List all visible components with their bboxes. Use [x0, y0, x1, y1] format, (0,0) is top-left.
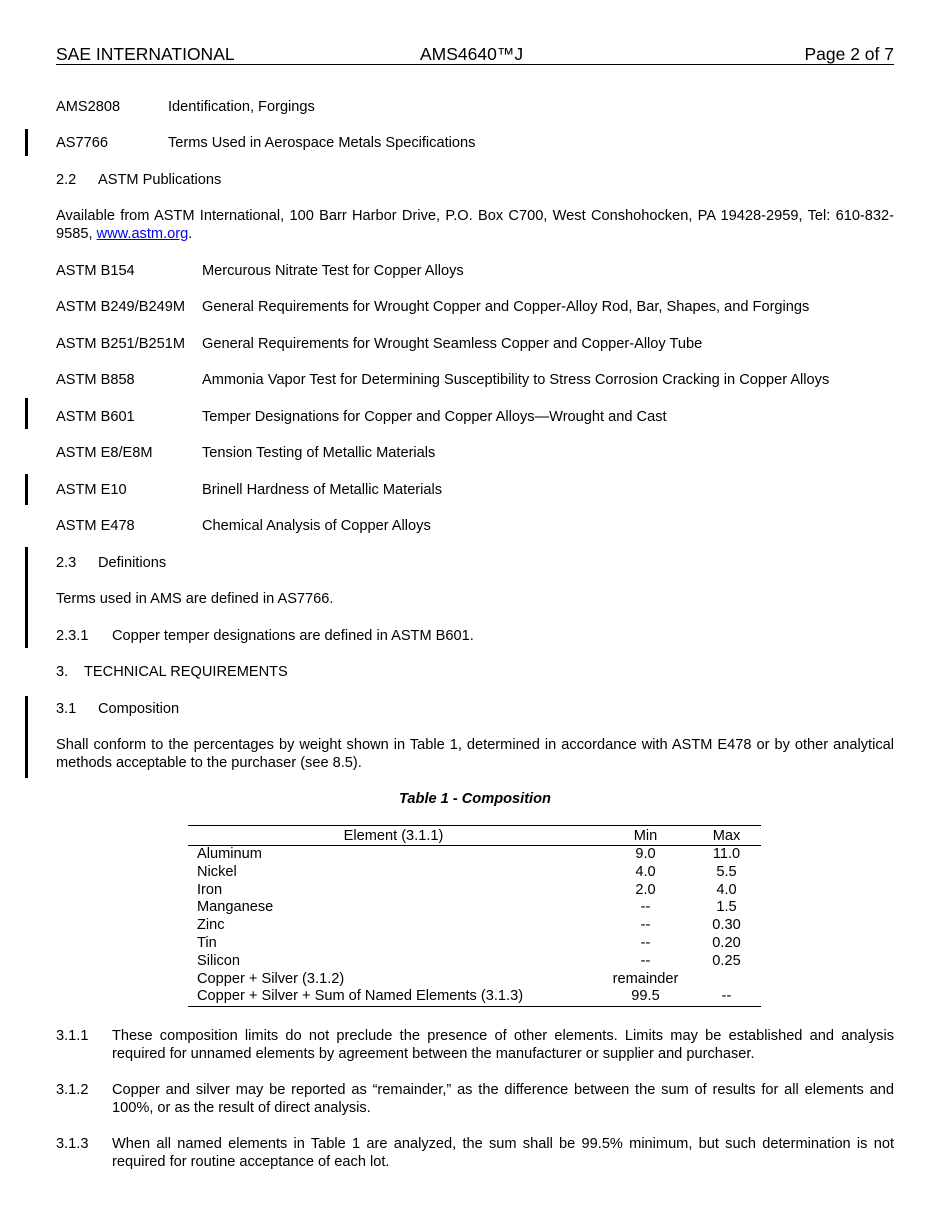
column-header-max: Max [692, 826, 761, 846]
ref-code: ASTM B858 [56, 372, 135, 388]
cell-min: -- [640, 917, 651, 934]
section-title: TECHNICAL REQUIREMENTS [84, 664, 288, 680]
table-row [188, 846, 761, 864]
cell-element: Tin [197, 934, 217, 951]
table-row [188, 882, 761, 900]
cell-element: Copper + Silver + Sum of Named Elements (3.1.3) [188, 988, 599, 1006]
astm-availability-text: Available from ASTM International, 100 Barr Harbor Drive, P.O. Box C700, West Conshohocken, PA 19428-2959, Tel: 610-832-9585, [56, 208, 894, 242]
ref-code: ASTM E8/E8M [56, 445, 153, 461]
section-title: Definitions [98, 555, 167, 571]
cell-min: 2.0 [635, 881, 656, 898]
ref-code: ASTM B251/B251M [56, 336, 185, 352]
section-title: ASTM Publications [98, 172, 222, 188]
section-title: Composition [98, 701, 180, 717]
change-bar [25, 547, 28, 648]
cell-element: Zinc [197, 917, 225, 934]
cell-min: remainder [612, 970, 679, 987]
note-number: 3.1.3 [56, 1136, 89, 1152]
ref-code: ASTM B154 [56, 263, 135, 279]
section-number: 2.2 [56, 172, 77, 188]
change-bar [25, 129, 28, 156]
column-header-element: Element (3.1.1) [188, 826, 599, 846]
cell-element: Aluminum [197, 846, 262, 862]
page-header [56, 43, 894, 65]
change-bar [25, 398, 28, 429]
cell-max: 0.30 [712, 917, 741, 934]
cell-min: 99.5 [599, 988, 692, 1006]
cell-max: 5.5 [716, 863, 737, 880]
ref-desc: General Requirements for Wrought Copper and Copper-Alloy Rod, Bar, Shapes, and Forgings [202, 299, 810, 315]
ref-desc: Mercurous Nitrate Test for Copper Alloys [202, 263, 464, 279]
ref-desc: Brinell Hardness of Metallic Materials [202, 482, 443, 498]
ref-desc: Ammonia Vapor Test for Determining Susceptibility to Stress Corrosion Cracking in Copper Alloys [202, 372, 830, 388]
cell-max: 11.0 [712, 846, 741, 862]
table-row [188, 899, 761, 917]
ref-code: AS7766 [56, 135, 108, 151]
table-row [188, 953, 761, 971]
cell-element: Manganese [197, 899, 274, 916]
cell-max [692, 971, 761, 989]
section-number: 2.3 [56, 555, 77, 571]
table-row [188, 935, 761, 953]
section-number: 3.1 [56, 701, 77, 717]
table-row [188, 988, 761, 1006]
cell-element: Iron [197, 881, 223, 898]
cell-max: 4.0 [716, 881, 737, 898]
section-number: 2.3.1 [56, 628, 89, 644]
table-header-row [188, 826, 761, 846]
table-row [188, 917, 761, 935]
header-page-number: Page 2 of 7 [804, 44, 894, 64]
change-bar [25, 474, 28, 505]
table-row [188, 864, 761, 882]
table-row [188, 971, 761, 989]
note-text: Copper and silver may be reported as “remainder,” as the difference between the sum of results for all elements and 100%, or as the result of direct analysis. [112, 1082, 894, 1116]
section-title: Copper temper designations are defined in ASTM B601. [112, 628, 474, 644]
cell-min: 9.0 [635, 846, 656, 862]
cell-max: 1.5 [716, 899, 737, 916]
note-text: When all named elements in Table 1 are analyzed, the sum shall be 99.5% minimum, but such determination is not required for routine acceptance of each lot. [112, 1136, 894, 1170]
cell-min: -- [640, 934, 651, 951]
cell-max: -- [692, 988, 761, 1006]
cell-max: 0.25 [712, 952, 741, 969]
ref-code: ASTM E10 [56, 482, 127, 498]
composition-table [188, 825, 761, 1007]
header-doc-id: AMS4640™J [420, 44, 524, 64]
cell-min: -- [640, 899, 651, 916]
note-number: 3.1.2 [56, 1082, 89, 1098]
section-number: 3. [56, 664, 69, 680]
table-caption: Table 1 - Composition [399, 791, 551, 807]
definitions-text: Terms used in AMS are defined in AS7766. [56, 591, 334, 607]
change-bar [25, 696, 28, 778]
ref-desc: General Requirements for Wrought Seamless Copper and Copper-Alloy Tube [202, 336, 703, 352]
ref-code: ASTM B601 [56, 409, 135, 425]
note-number: 3.1.1 [56, 1028, 89, 1044]
header-org: SAE INTERNATIONAL [56, 44, 235, 64]
cell-element: Nickel [197, 863, 237, 880]
ref-desc: Identification, Forgings [168, 99, 315, 115]
astm-availability-end: . [188, 226, 193, 242]
ref-desc: Tension Testing of Metallic Materials [202, 445, 436, 461]
ref-code: ASTM E478 [56, 518, 135, 534]
cell-element: Copper + Silver (3.1.2) [197, 970, 345, 987]
cell-min: 4.0 [635, 863, 656, 880]
astm-link[interactable]: www.astm.org [96, 226, 189, 242]
ref-code: AMS2808 [56, 99, 121, 115]
cell-max: 0.20 [712, 934, 741, 951]
composition-text: Shall conform to the percentages by weight shown in Table 1, determined in accordance with ASTM E478 or by other analytical methods acceptable to the purchaser (see 8.5). [56, 737, 894, 771]
ref-desc: Temper Designations for Copper and Copper Alloys—Wrought and Cast [202, 409, 667, 425]
cell-element: Silicon [197, 952, 240, 969]
astm-availability [56, 207, 894, 243]
ref-code: ASTM B249/B249M [56, 299, 185, 315]
note-text: These composition limits do not preclude the presence of other elements. Limits may be established and analysis required for unnamed elements by agreement between the manufacturer or supplier and purchaser. [112, 1028, 894, 1062]
cell-min: -- [640, 952, 651, 969]
ref-desc: Terms Used in Aerospace Metals Specifications [168, 135, 476, 151]
column-header-min: Min [599, 826, 692, 846]
ref-desc: Chemical Analysis of Copper Alloys [202, 518, 431, 534]
